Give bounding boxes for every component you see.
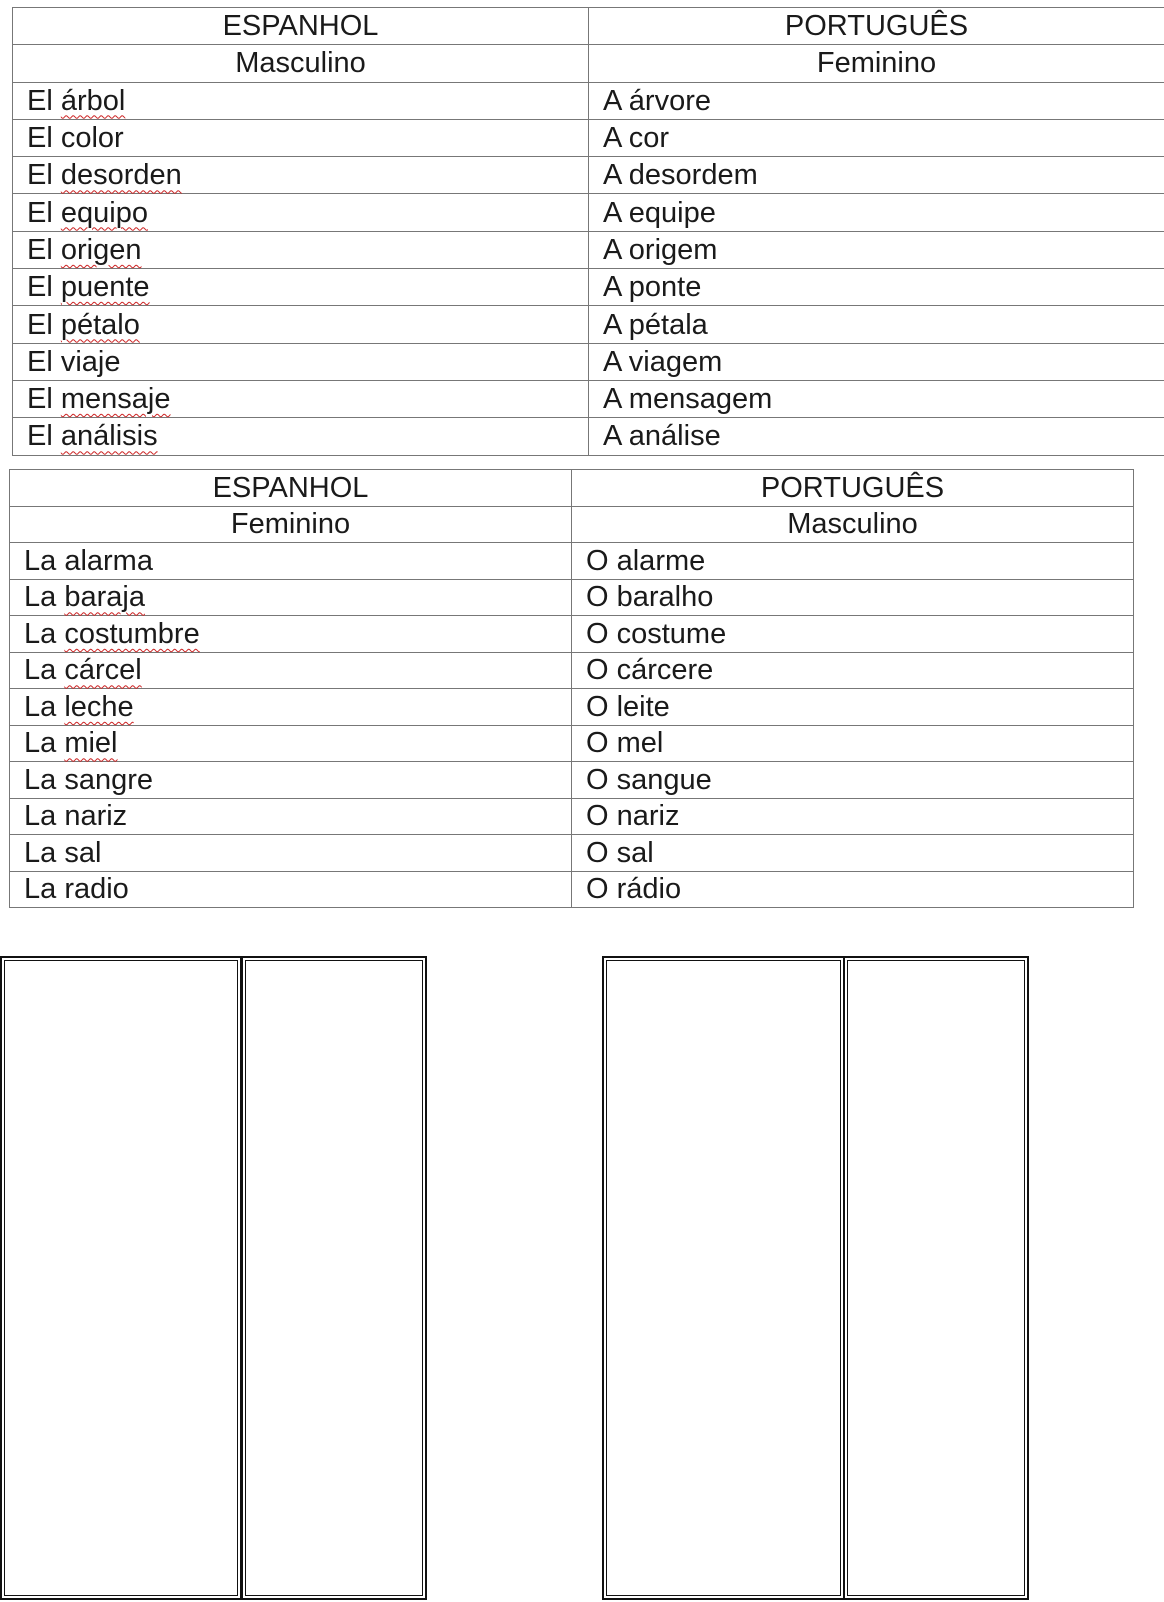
spanish-word: cárcel: [64, 654, 142, 687]
spanish-cell: [13, 119, 589, 156]
portuguese-cell: A análise: [589, 418, 1164, 455]
table-row: [10, 652, 1134, 689]
table-row: [10, 798, 1134, 835]
table-row: [10, 689, 1134, 726]
subheader-feminino: Feminino: [589, 45, 1164, 82]
spanish-cell: [10, 835, 572, 872]
article: El: [27, 345, 53, 378]
portuguese-cell: A cor: [589, 119, 1164, 156]
spanish-word: sangre: [64, 763, 153, 796]
header-espanhol: ESPANHOL: [13, 8, 589, 45]
portuguese-cell: O rádio: [572, 871, 1134, 908]
spanish-word: pétalo: [60, 308, 140, 341]
article: El: [27, 233, 53, 266]
article: La: [24, 544, 57, 577]
table-row: [13, 269, 1164, 306]
spanish-word: costumbre: [64, 617, 200, 650]
article: El: [27, 383, 53, 416]
portuguese-cell: O alarme: [572, 543, 1134, 580]
spanish-cell: [13, 306, 589, 343]
spanish-cell: [10, 725, 572, 762]
article: La: [24, 836, 57, 869]
portuguese-cell: A árvore: [589, 82, 1164, 119]
spanish-word: árbol: [60, 84, 126, 117]
portuguese-cell: O mel: [572, 725, 1134, 762]
spanish-word: leche: [64, 690, 134, 723]
table-row: [13, 306, 1164, 343]
spanish-cell: [10, 616, 572, 653]
spanish-cell: [13, 418, 589, 455]
portuguese-cell: A equipe: [589, 194, 1164, 231]
empty-box: [0, 956, 242, 1600]
spanish-word: análisis: [60, 420, 158, 453]
portuguese-cell: A origem: [589, 231, 1164, 268]
spanish-cell: [13, 269, 589, 306]
article: La: [24, 727, 57, 760]
article: El: [27, 420, 53, 453]
portuguese-cell: O sangue: [572, 762, 1134, 799]
empty-box: [602, 956, 845, 1600]
article: El: [27, 84, 53, 117]
article: La: [24, 690, 57, 723]
article: El: [27, 159, 53, 192]
header-portugues: PORTUGUÊS: [589, 8, 1164, 45]
article: La: [24, 617, 57, 650]
spanish-cell: [13, 343, 589, 380]
spanish-cell: [10, 798, 572, 835]
spanish-word: nariz: [64, 800, 128, 833]
spanish-word: color: [60, 122, 124, 155]
table-row: [13, 157, 1164, 194]
spanish-word: desorden: [60, 159, 182, 192]
spanish-cell: [13, 231, 589, 268]
table-row: [10, 871, 1134, 908]
article: El: [27, 122, 53, 155]
table-row: [10, 543, 1134, 580]
table-row: [10, 616, 1134, 653]
portuguese-cell: A desordem: [589, 157, 1164, 194]
spanish-cell: [13, 157, 589, 194]
spanish-word: miel: [64, 727, 118, 760]
empty-box: [843, 956, 1029, 1600]
portuguese-cell: O leite: [572, 689, 1134, 726]
table-row: [13, 380, 1164, 417]
table-row: [10, 579, 1134, 616]
article: El: [27, 308, 53, 341]
portuguese-cell: O nariz: [572, 798, 1134, 835]
spanish-cell: [10, 543, 572, 580]
spanish-cell: [13, 380, 589, 417]
spanish-word: radio: [64, 873, 129, 906]
article: El: [27, 196, 53, 229]
spanish-word: alarma: [64, 544, 153, 577]
spanish-cell: [10, 762, 572, 799]
article: El: [27, 271, 53, 304]
spanish-word: viaje: [60, 345, 121, 378]
spanish-cell: [10, 871, 572, 908]
article: La: [24, 581, 57, 614]
spanish-cell: [13, 194, 589, 231]
portuguese-cell: O sal: [572, 835, 1134, 872]
portuguese-cell: A ponte: [589, 269, 1164, 306]
spanish-word: sal: [64, 836, 102, 869]
spanish-cell: [10, 652, 572, 689]
article: La: [24, 763, 57, 796]
subheader-masculino: Masculino: [572, 506, 1134, 543]
portuguese-cell: A viagem: [589, 343, 1164, 380]
spanish-cell: [10, 579, 572, 616]
feminine-masculine-table: [9, 469, 1134, 908]
spanish-word: mensaje: [60, 383, 171, 416]
masculine-feminine-table: [12, 7, 1164, 456]
subheader-masculino: Masculino: [13, 45, 589, 82]
spanish-word: baraja: [64, 581, 145, 614]
spanish-word: puente: [60, 271, 150, 304]
portuguese-cell: O baralho: [572, 579, 1134, 616]
table-row: [10, 725, 1134, 762]
header-espanhol: ESPANHOL: [10, 470, 572, 507]
portuguese-cell: O cárcere: [572, 652, 1134, 689]
table-row: [13, 119, 1164, 156]
spanish-word: origen: [60, 233, 142, 266]
spanish-cell: [10, 689, 572, 726]
table-row: [13, 343, 1164, 380]
table-row: [10, 835, 1134, 872]
article: La: [24, 654, 57, 687]
table-row: [13, 82, 1164, 119]
portuguese-cell: A mensagem: [589, 380, 1164, 417]
spanish-cell: [13, 82, 589, 119]
table-row: [13, 231, 1164, 268]
empty-box: [241, 956, 427, 1600]
article: La: [24, 800, 57, 833]
table-row: [10, 762, 1134, 799]
article: La: [24, 873, 57, 906]
spanish-word: equipo: [60, 196, 148, 229]
portuguese-cell: A pétala: [589, 306, 1164, 343]
subheader-feminino: Feminino: [10, 506, 572, 543]
portuguese-cell: O costume: [572, 616, 1134, 653]
table-row: [13, 418, 1164, 455]
table-row: [13, 194, 1164, 231]
header-portugues: PORTUGUÊS: [572, 470, 1134, 507]
